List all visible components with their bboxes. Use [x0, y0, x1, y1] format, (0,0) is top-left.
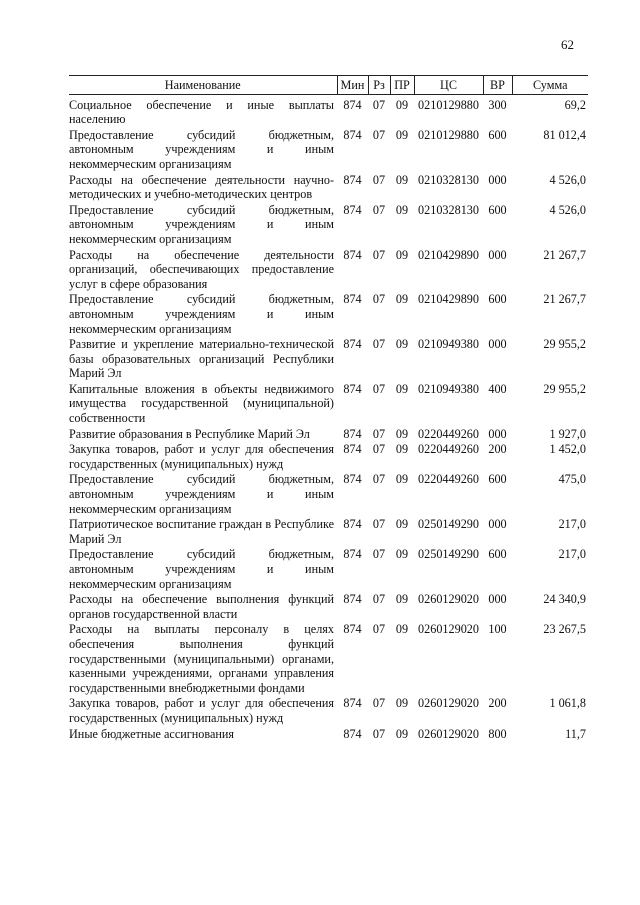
page-number: 62 [561, 37, 574, 52]
row-pr: 09 [395, 592, 409, 607]
table-row [69, 248, 588, 293]
row-cs: 0220449260 [418, 426, 479, 441]
row-name: Предоставление субсидий бюджетным, автономным учреждениям и иным некоммерческим организациям [69, 472, 334, 516]
row-min: 874 [343, 426, 362, 441]
row-cs: 0220449260 [418, 442, 479, 457]
row-vr: 000 [488, 337, 507, 352]
row-sum: 24 340,9 [543, 592, 586, 607]
row-pr: 09 [395, 726, 409, 741]
header-sum: Сумма [512, 76, 588, 95]
row-min: 874 [343, 381, 362, 396]
table-row [69, 128, 588, 173]
row-rz: 07 [372, 517, 386, 532]
row-rz: 07 [372, 622, 386, 637]
header-row [69, 76, 588, 95]
row-name: Предоставление субсидий бюджетным, автономным учреждениям и иным некоммерческим организациям [69, 547, 334, 591]
row-vr: 600 [488, 547, 507, 562]
row-rz: 07 [372, 547, 386, 562]
row-vr: 100 [488, 622, 507, 637]
row-min: 874 [343, 472, 362, 487]
row-rz: 07 [372, 472, 386, 487]
table-row [69, 94, 588, 128]
row-cs: 0220449260 [418, 472, 479, 487]
row-name: Социальное обеспечение и иные выплаты населению [69, 97, 334, 127]
row-min: 874 [343, 127, 362, 142]
row-name: Иные бюджетные ассигнования [69, 726, 235, 741]
row-pr: 09 [395, 337, 409, 352]
table-row [69, 696, 588, 726]
row-rz: 07 [372, 381, 386, 396]
row-vr: 000 [488, 247, 507, 262]
row-sum: 29 955,2 [543, 337, 586, 352]
row-cs: 0210429890 [418, 247, 479, 262]
header-name: Наименование [69, 76, 337, 95]
row-name: Расходы на выплаты персоналу в целях обеспечения выполнения функций государственными (муниципальными) органами, казенными учреждениями, органами управления государственными внебюджетными фондами [69, 622, 334, 695]
row-cs: 0210328130 [418, 202, 479, 217]
row-name: Закупка товаров, работ и услуг для обеспечения государственных (муниципальных) нужд [69, 442, 334, 471]
table-row [69, 472, 588, 517]
row-sum: 21 267,7 [543, 247, 586, 262]
row-sum: 21 267,7 [543, 292, 586, 307]
row-sum: 23 267,5 [543, 622, 586, 637]
row-vr: 300 [488, 97, 507, 112]
row-vr: 600 [488, 472, 507, 487]
table-body [69, 94, 588, 742]
row-rz: 07 [372, 292, 386, 307]
row-min: 874 [343, 247, 362, 262]
row-min: 874 [343, 292, 362, 307]
row-rz: 07 [372, 97, 386, 112]
row-name: Развитие и укрепление материально-технической базы образовательных организаций Республики Марий Эл [69, 337, 334, 381]
row-min: 874 [343, 337, 362, 352]
header-vr: ВР [483, 76, 512, 95]
row-rz: 07 [372, 442, 386, 457]
row-vr: 600 [488, 292, 507, 307]
table-row [69, 292, 588, 337]
budget-table [69, 75, 588, 742]
row-cs: 0210129880 [418, 97, 479, 112]
row-pr: 09 [395, 442, 409, 457]
row-cs: 0260129020 [418, 726, 479, 741]
row-cs: 0260129020 [418, 592, 479, 607]
row-pr: 09 [395, 97, 409, 112]
table-row [69, 592, 588, 622]
row-sum: 29 955,2 [543, 381, 586, 396]
row-min: 874 [343, 622, 362, 637]
header-min: Мин [337, 76, 368, 95]
header-pr: ПР [390, 76, 414, 95]
row-sum: 1 061,8 [549, 696, 586, 711]
row-name: Патриотическое воспитание граждан в Республике Марий Эл [69, 517, 334, 546]
table-row [69, 547, 588, 592]
row-name: Расходы на обеспечение выполнения функций органов государственной власти [69, 592, 334, 621]
row-min: 874 [343, 592, 362, 607]
row-sum: 1 927,0 [549, 426, 586, 441]
table-row [69, 427, 588, 443]
row-sum: 1 452,0 [549, 442, 586, 457]
row-pr: 09 [395, 202, 409, 217]
table-header [69, 76, 588, 95]
row-name: Закупка товаров, работ и услуг для обеспечения государственных (муниципальных) нужд [69, 696, 334, 725]
row-min: 874 [343, 202, 362, 217]
table-row [69, 442, 588, 472]
row-vr: 400 [488, 381, 507, 396]
row-vr: 000 [488, 592, 507, 607]
row-sum: 217,0 [558, 517, 586, 532]
row-rz: 07 [372, 127, 386, 142]
row-pr: 09 [395, 247, 409, 262]
row-rz: 07 [372, 337, 386, 352]
row-cs: 0250149290 [418, 547, 479, 562]
row-pr: 09 [395, 172, 409, 187]
row-vr: 800 [488, 726, 507, 741]
row-cs: 0210949380 [418, 337, 479, 352]
row-rz: 07 [372, 426, 386, 441]
row-min: 874 [343, 547, 362, 562]
row-vr: 600 [488, 202, 507, 217]
table-row [69, 382, 588, 427]
row-name: Расходы на обеспечение деятельности научно-методических и учебно-методических центров [69, 172, 334, 202]
table-row [69, 203, 588, 248]
row-cs: 0210429890 [418, 292, 479, 307]
row-min: 874 [343, 517, 362, 532]
row-pr: 09 [395, 426, 409, 441]
table-row [69, 727, 588, 743]
row-min: 874 [343, 726, 362, 741]
row-cs: 0210129880 [418, 127, 479, 142]
row-min: 874 [343, 696, 362, 711]
row-vr: 200 [488, 696, 507, 711]
table-row [69, 622, 588, 696]
table-row [69, 517, 588, 547]
row-name: Капитальные вложения в объекты недвижимого имущества государственной (муниципальной) собственности [69, 381, 334, 426]
row-cs: 0260129020 [418, 622, 479, 637]
row-vr: 000 [488, 517, 507, 532]
row-sum: 11,7 [565, 726, 586, 741]
header-rz: Рз [368, 76, 390, 95]
row-rz: 07 [372, 592, 386, 607]
row-vr: 200 [488, 442, 507, 457]
row-sum: 4 526,0 [549, 202, 586, 217]
row-pr: 09 [395, 696, 409, 711]
row-min: 874 [343, 172, 362, 187]
row-cs: 0210949380 [418, 381, 479, 396]
table-row [69, 337, 588, 382]
row-name: Развитие образования в Республике Марий Эл [69, 426, 310, 441]
row-name: Расходы на обеспечение деятельности организаций, обеспечивающих предоставление услуг в сфере образования [69, 247, 334, 291]
row-vr: 600 [488, 127, 507, 142]
row-sum: 81 012,4 [543, 127, 586, 142]
row-rz: 07 [372, 726, 386, 741]
row-min: 874 [343, 97, 362, 112]
row-name: Предоставление субсидий бюджетным, автономным учреждениям и иным некоммерческим организациям [69, 292, 334, 336]
row-name: Предоставление субсидий бюджетным, автономным учреждениям и иным некоммерческим организациям [69, 202, 334, 246]
row-pr: 09 [395, 622, 409, 637]
row-sum: 217,0 [558, 547, 586, 562]
row-sum: 69,2 [564, 97, 586, 112]
header-cs: ЦС [414, 76, 483, 95]
row-rz: 07 [372, 247, 386, 262]
table-row [69, 173, 588, 203]
row-pr: 09 [395, 547, 409, 562]
row-vr: 000 [488, 426, 507, 441]
row-min: 874 [343, 442, 362, 457]
row-pr: 09 [395, 381, 409, 396]
row-sum: 475,0 [558, 472, 586, 487]
row-pr: 09 [395, 292, 409, 307]
row-vr: 000 [488, 172, 507, 187]
row-pr: 09 [395, 472, 409, 487]
row-cs: 0250149290 [418, 517, 479, 532]
row-pr: 09 [395, 127, 409, 142]
row-rz: 07 [372, 696, 386, 711]
row-sum: 4 526,0 [549, 172, 586, 187]
row-rz: 07 [372, 172, 386, 187]
row-cs: 0210328130 [418, 172, 479, 187]
row-pr: 09 [395, 517, 409, 532]
row-name: Предоставление субсидий бюджетным, автономным учреждениям и иным некоммерческим организациям [69, 127, 334, 171]
row-cs: 0260129020 [418, 696, 479, 711]
budget-table-container [69, 75, 588, 742]
row-rz: 07 [372, 202, 386, 217]
